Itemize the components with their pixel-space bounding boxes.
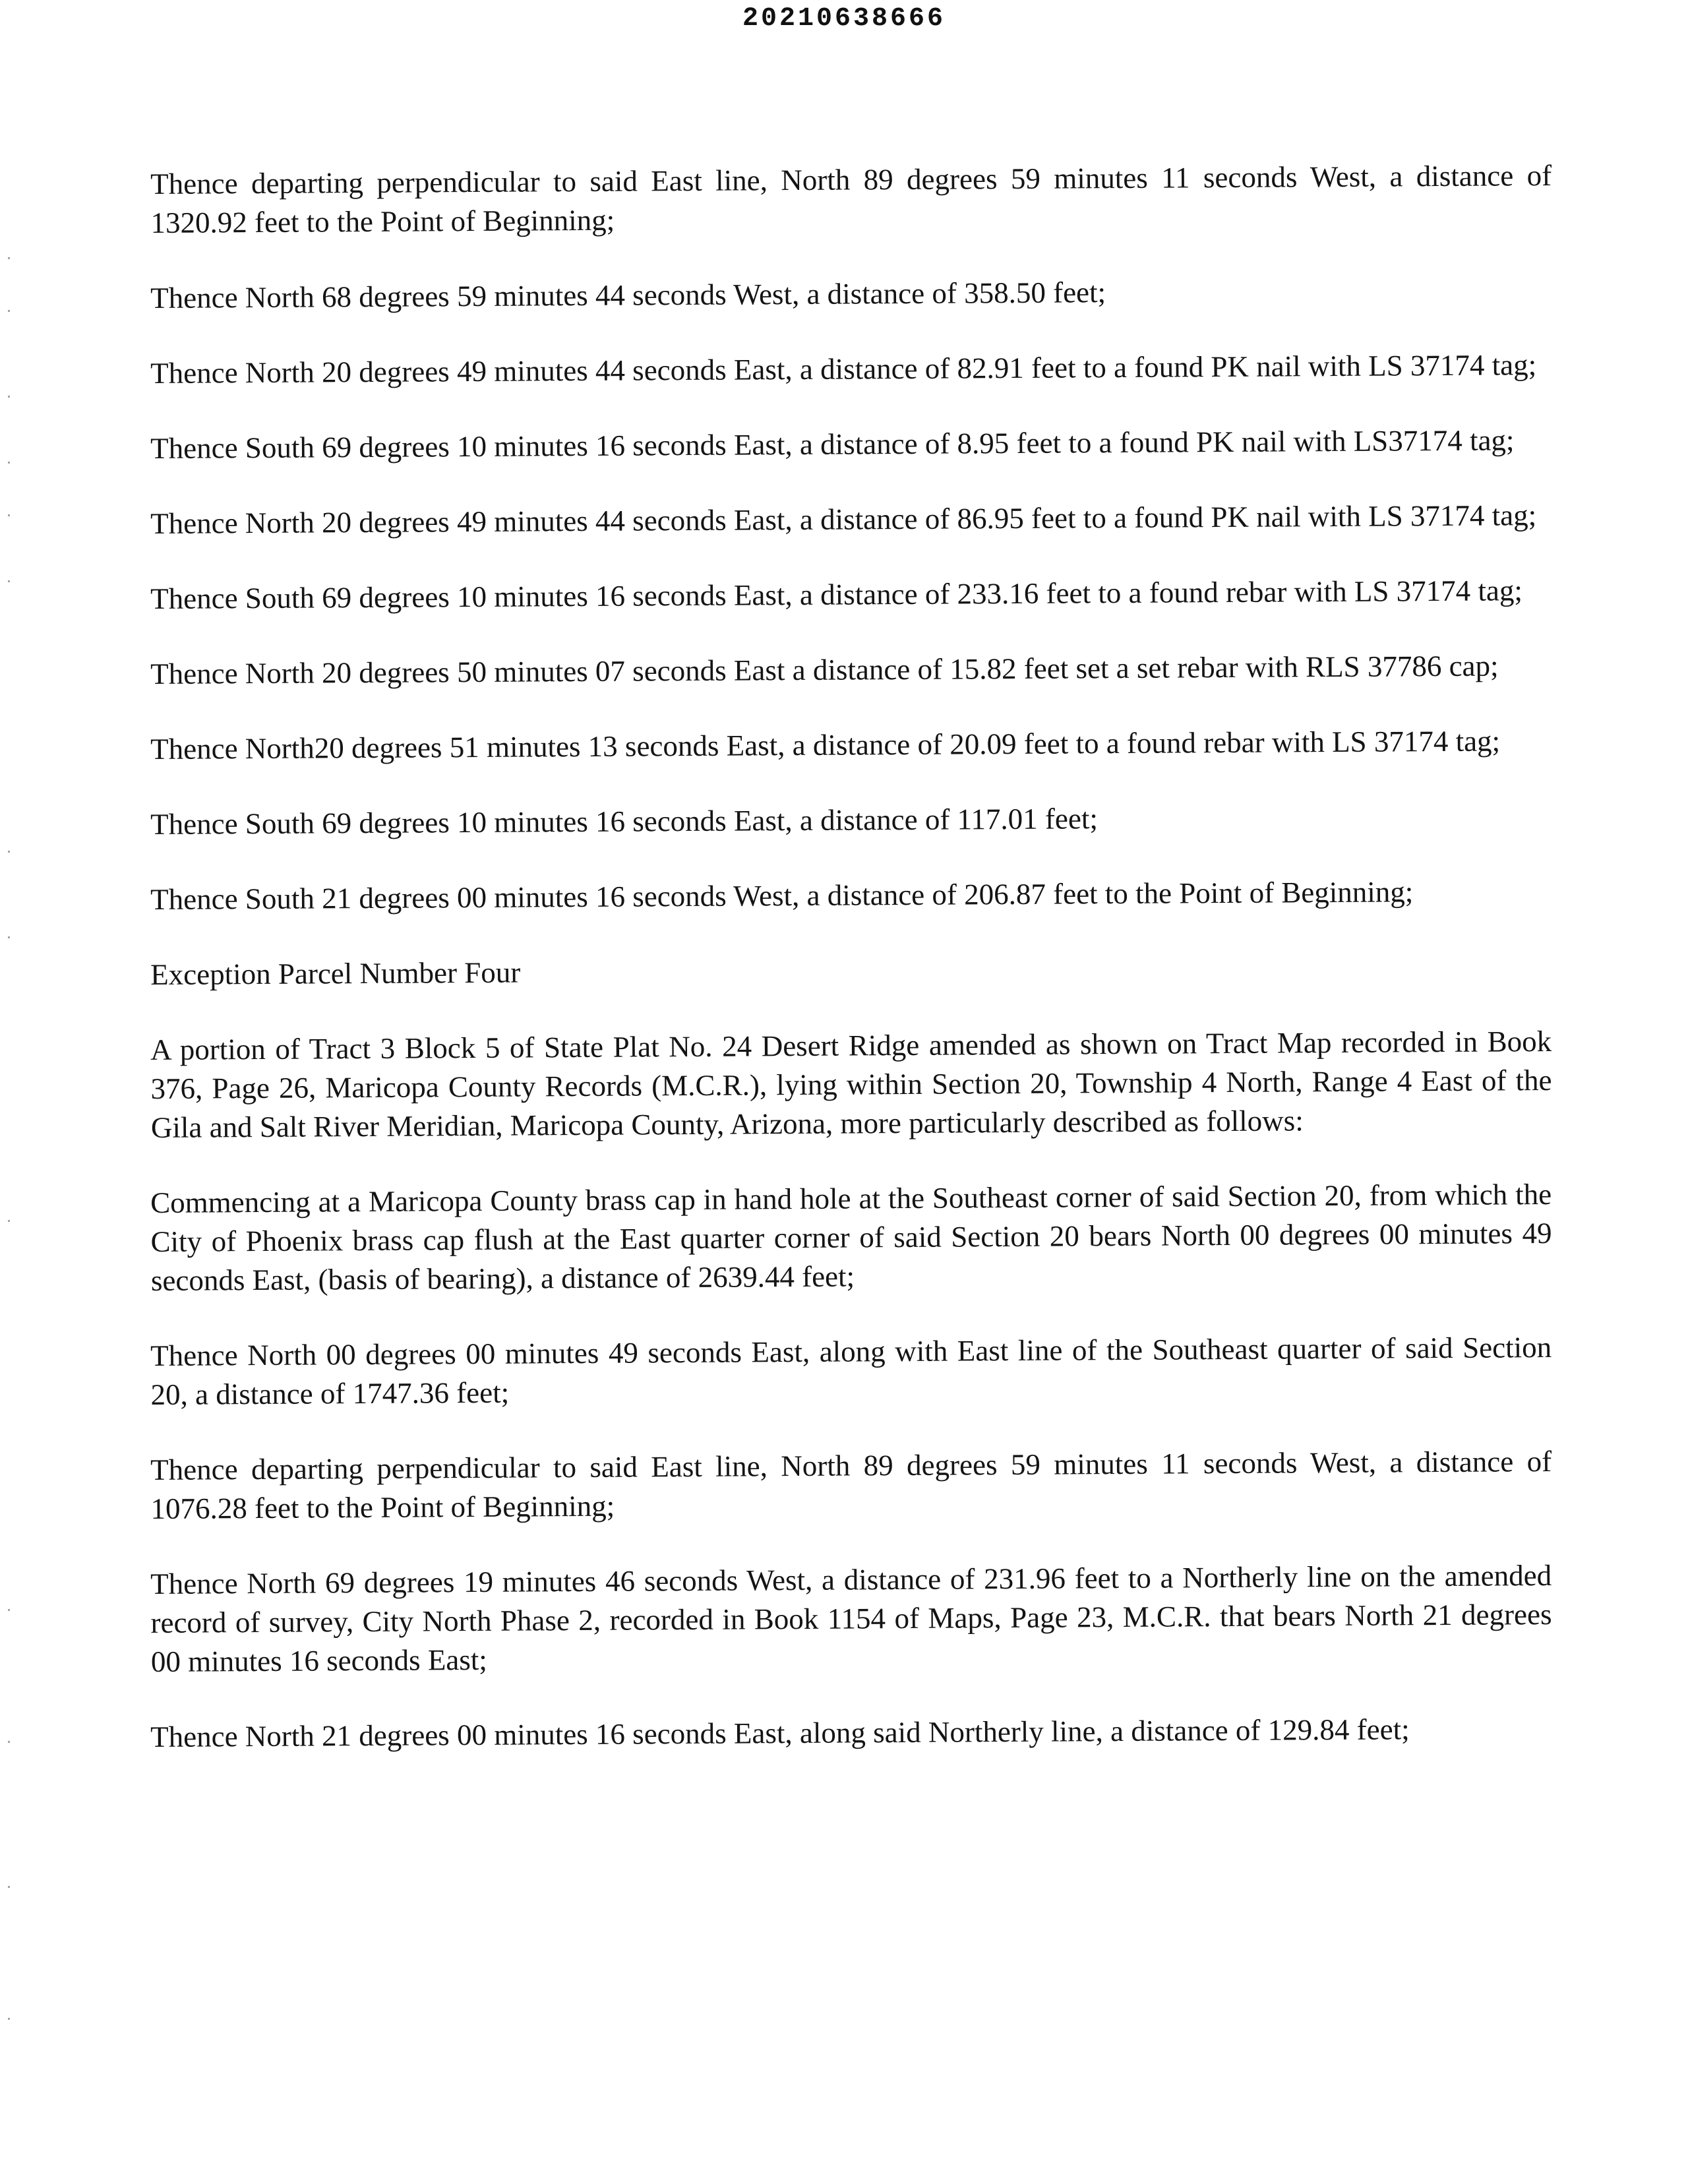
paragraph: Thence North 20 degrees 49 minutes 44 seconds East, a distance of 82.91 feet to a found PK nail with LS 37174 tag; <box>150 348 1537 390</box>
paragraph: Thence North 68 degrees 59 minutes 44 seconds West, a distance of 358.50 feet; <box>150 276 1106 315</box>
legal-description <box>150 159 1552 1793</box>
paragraph: Thence departing perpendicular to said East line, North 89 degrees 59 minutes 11 seconds West, a distance of 1076.28 feet to the Point of Beginning; <box>150 1445 1552 1525</box>
paragraph: Thence North20 degrees 51 minutes 13 seconds East, a distance of 20.09 feet to a found rebar with LS 37174 tag; <box>150 724 1501 766</box>
scan-speck <box>8 2018 10 2020</box>
paragraph: Thence North 21 degrees 00 minutes 16 seconds East, along said Northerly line, a distance of 129.84 feet; <box>150 1713 1410 1753</box>
paragraph: Thence South 69 degrees 10 minutes 16 seconds East, a distance of 233.16 feet to a found rebar with LS 37174 tag; <box>150 574 1523 615</box>
scan-margin-specks <box>0 0 26 2184</box>
section-heading: Exception Parcel Number Four <box>150 956 521 991</box>
paragraph: Thence North 20 degrees 50 minutes 07 seconds East a distance of 15.82 feet set a set rebar with RLS 37786 cap; <box>150 649 1499 690</box>
scan-speck <box>8 1609 10 1611</box>
scan-speck <box>8 462 10 464</box>
paragraph: Thence South 21 degrees 00 minutes 16 seconds West, a distance of 206.87 feet to the Point of Beginning; <box>150 875 1414 916</box>
paragraph: Thence North 69 degrees 19 minutes 46 seconds West, a distance of 231.96 feet to a Northerly line on the amended record of survey, City North Phase 2, recorded in Book 1154 of Maps, Page 23, M.C.R. that bears North 21 degrees 00 minutes 16 seconds East; <box>150 1559 1552 1678</box>
scan-speck <box>8 257 10 259</box>
paragraph: A portion of Tract 3 Block 5 of State Plat No. 24 Desert Ridge amended as shown on Tract Map recorded in Book 376, Page 26, Maricopa County Records (M.C.R.), lying within Section 20, Township 4 North, Range 4 East of the Gila and Salt River Meridian, Maricopa County, Arizona, more particularly described as follows: <box>150 1025 1552 1144</box>
paragraph: Thence North 20 degrees 49 minutes 44 seconds East, a distance of 86.95 feet to a found PK nail with LS 37174 tag; <box>150 499 1537 540</box>
scan-speck <box>8 514 10 516</box>
paragraph: Commencing at a Maricopa County brass cap in hand hole at the Southeast corner of said Section 20, from which the City of Phoenix brass cap flush at the East quarter corner of said Section 20 bears North 00 degrees 00 minutes 49 seconds East, (basis of bearing), a distance of 2639.44 feet; <box>150 1178 1552 1297</box>
paragraph: Thence departing perpendicular to said East line, North 89 degrees 59 minutes 11 seconds West, a distance of 1320.92 feet to the Point of Beginning; <box>150 159 1552 239</box>
recording-number: 20210638666 <box>742 4 946 34</box>
paragraph: Thence South 69 degrees 10 minutes 16 seconds East, a distance of 8.95 feet to a found PK nail with LS37174 tag; <box>150 423 1515 465</box>
scan-speck <box>8 396 10 398</box>
paragraph: Thence North 00 degrees 00 minutes 49 seconds East, along with East line of the Southeast quarter of said Section 20, a distance of 1747.36 feet; <box>150 1331 1552 1411</box>
scan-speck <box>8 310 10 312</box>
scan-speck <box>8 1220 10 1222</box>
scan-speck <box>8 580 10 582</box>
scan-speck <box>8 1741 10 1743</box>
scan-speck <box>8 936 10 938</box>
scan-speck <box>8 851 10 853</box>
scan-speck <box>8 1886 10 1888</box>
paragraph: Thence South 69 degrees 10 minutes 16 seconds East, a distance of 117.01 feet; <box>150 802 1099 841</box>
